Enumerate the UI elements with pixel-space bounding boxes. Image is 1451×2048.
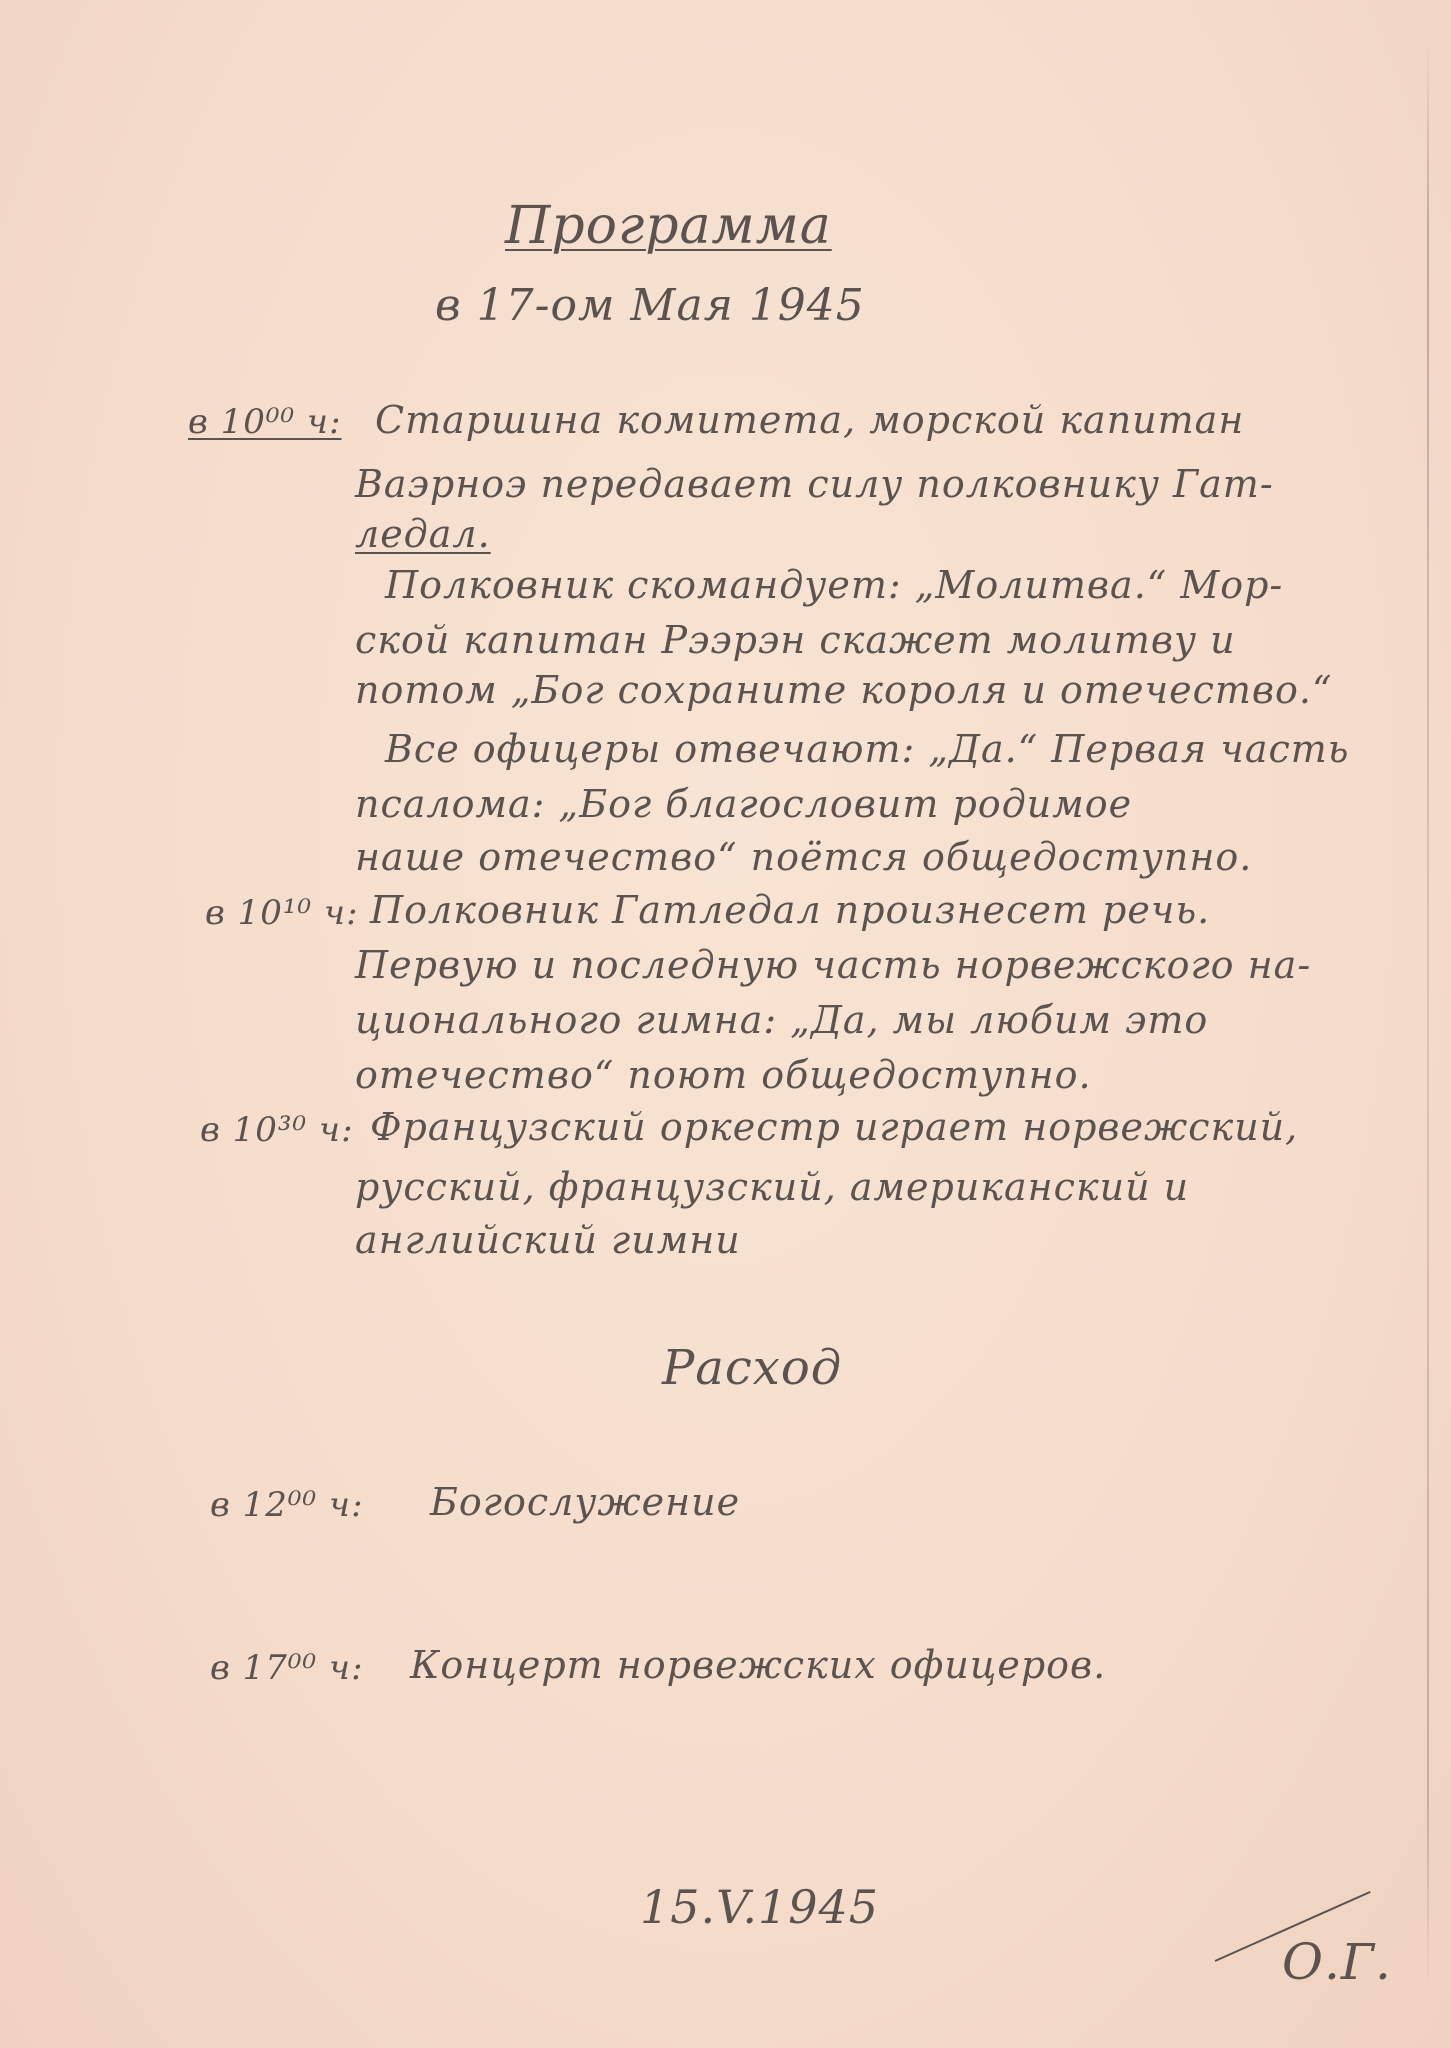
entry-line: ционального гимна: „Да, мы любим это: [355, 998, 1209, 1042]
document-date: 15.V.1945: [640, 1880, 880, 1934]
entry-time: в 10¹⁰ ч:: [205, 893, 359, 933]
entry-line: Старшина комитета, морской капитан: [375, 398, 1245, 442]
entry-line: псалома: „Бог благословит родимое: [355, 782, 1133, 826]
entry-line: Полковник Гатледал произнесет речь.: [370, 888, 1211, 932]
section-heading-departure: Расход: [662, 1340, 843, 1396]
entry-line: Богослужение: [430, 1480, 741, 1524]
entry-line: Полковник скомандует: „Молитва.“ Мор-: [385, 563, 1284, 607]
document-title: Программа: [505, 196, 832, 256]
entry-line: ледал.: [355, 512, 491, 556]
entry-line: Ваэрноэ передавает силу полковнику Гат-: [355, 462, 1274, 506]
entry-time: в 17⁰⁰ ч:: [210, 1648, 364, 1688]
entry-line: наше отечество“ поётся общедоступно.: [355, 835, 1253, 879]
entry-line: ской капитан Рээрэн скажет молитву и: [355, 618, 1236, 662]
entry-time: в 10⁰⁰ ч:: [188, 402, 342, 442]
entry-line: Французский оркестр играет норвежский,: [370, 1105, 1299, 1149]
paper-fold-line: [1427, 40, 1429, 1990]
entry-line: Все офицеры отвечают: „Да.“ Первая часть: [385, 727, 1350, 771]
document-date-subtitle: в 17-ом Мая 1945: [435, 280, 865, 331]
entry-line: Концерт норвежских офицеров.: [410, 1643, 1107, 1687]
signature-initials: О.Г.: [1282, 1933, 1392, 1991]
entry-line: английский гимни: [355, 1218, 741, 1262]
entry-line: Первую и последную часть норвежского на-: [355, 943, 1312, 987]
entry-line: русский, французский, американский и: [355, 1165, 1190, 1209]
entry-line: отечество“ поют общедоступно.: [355, 1053, 1092, 1097]
entry-time: в 12⁰⁰ ч:: [210, 1485, 364, 1525]
entry-line: потом „Бог сохраните короля и отечество.“: [355, 668, 1333, 712]
entry-time: в 10³⁰ ч:: [200, 1110, 354, 1150]
